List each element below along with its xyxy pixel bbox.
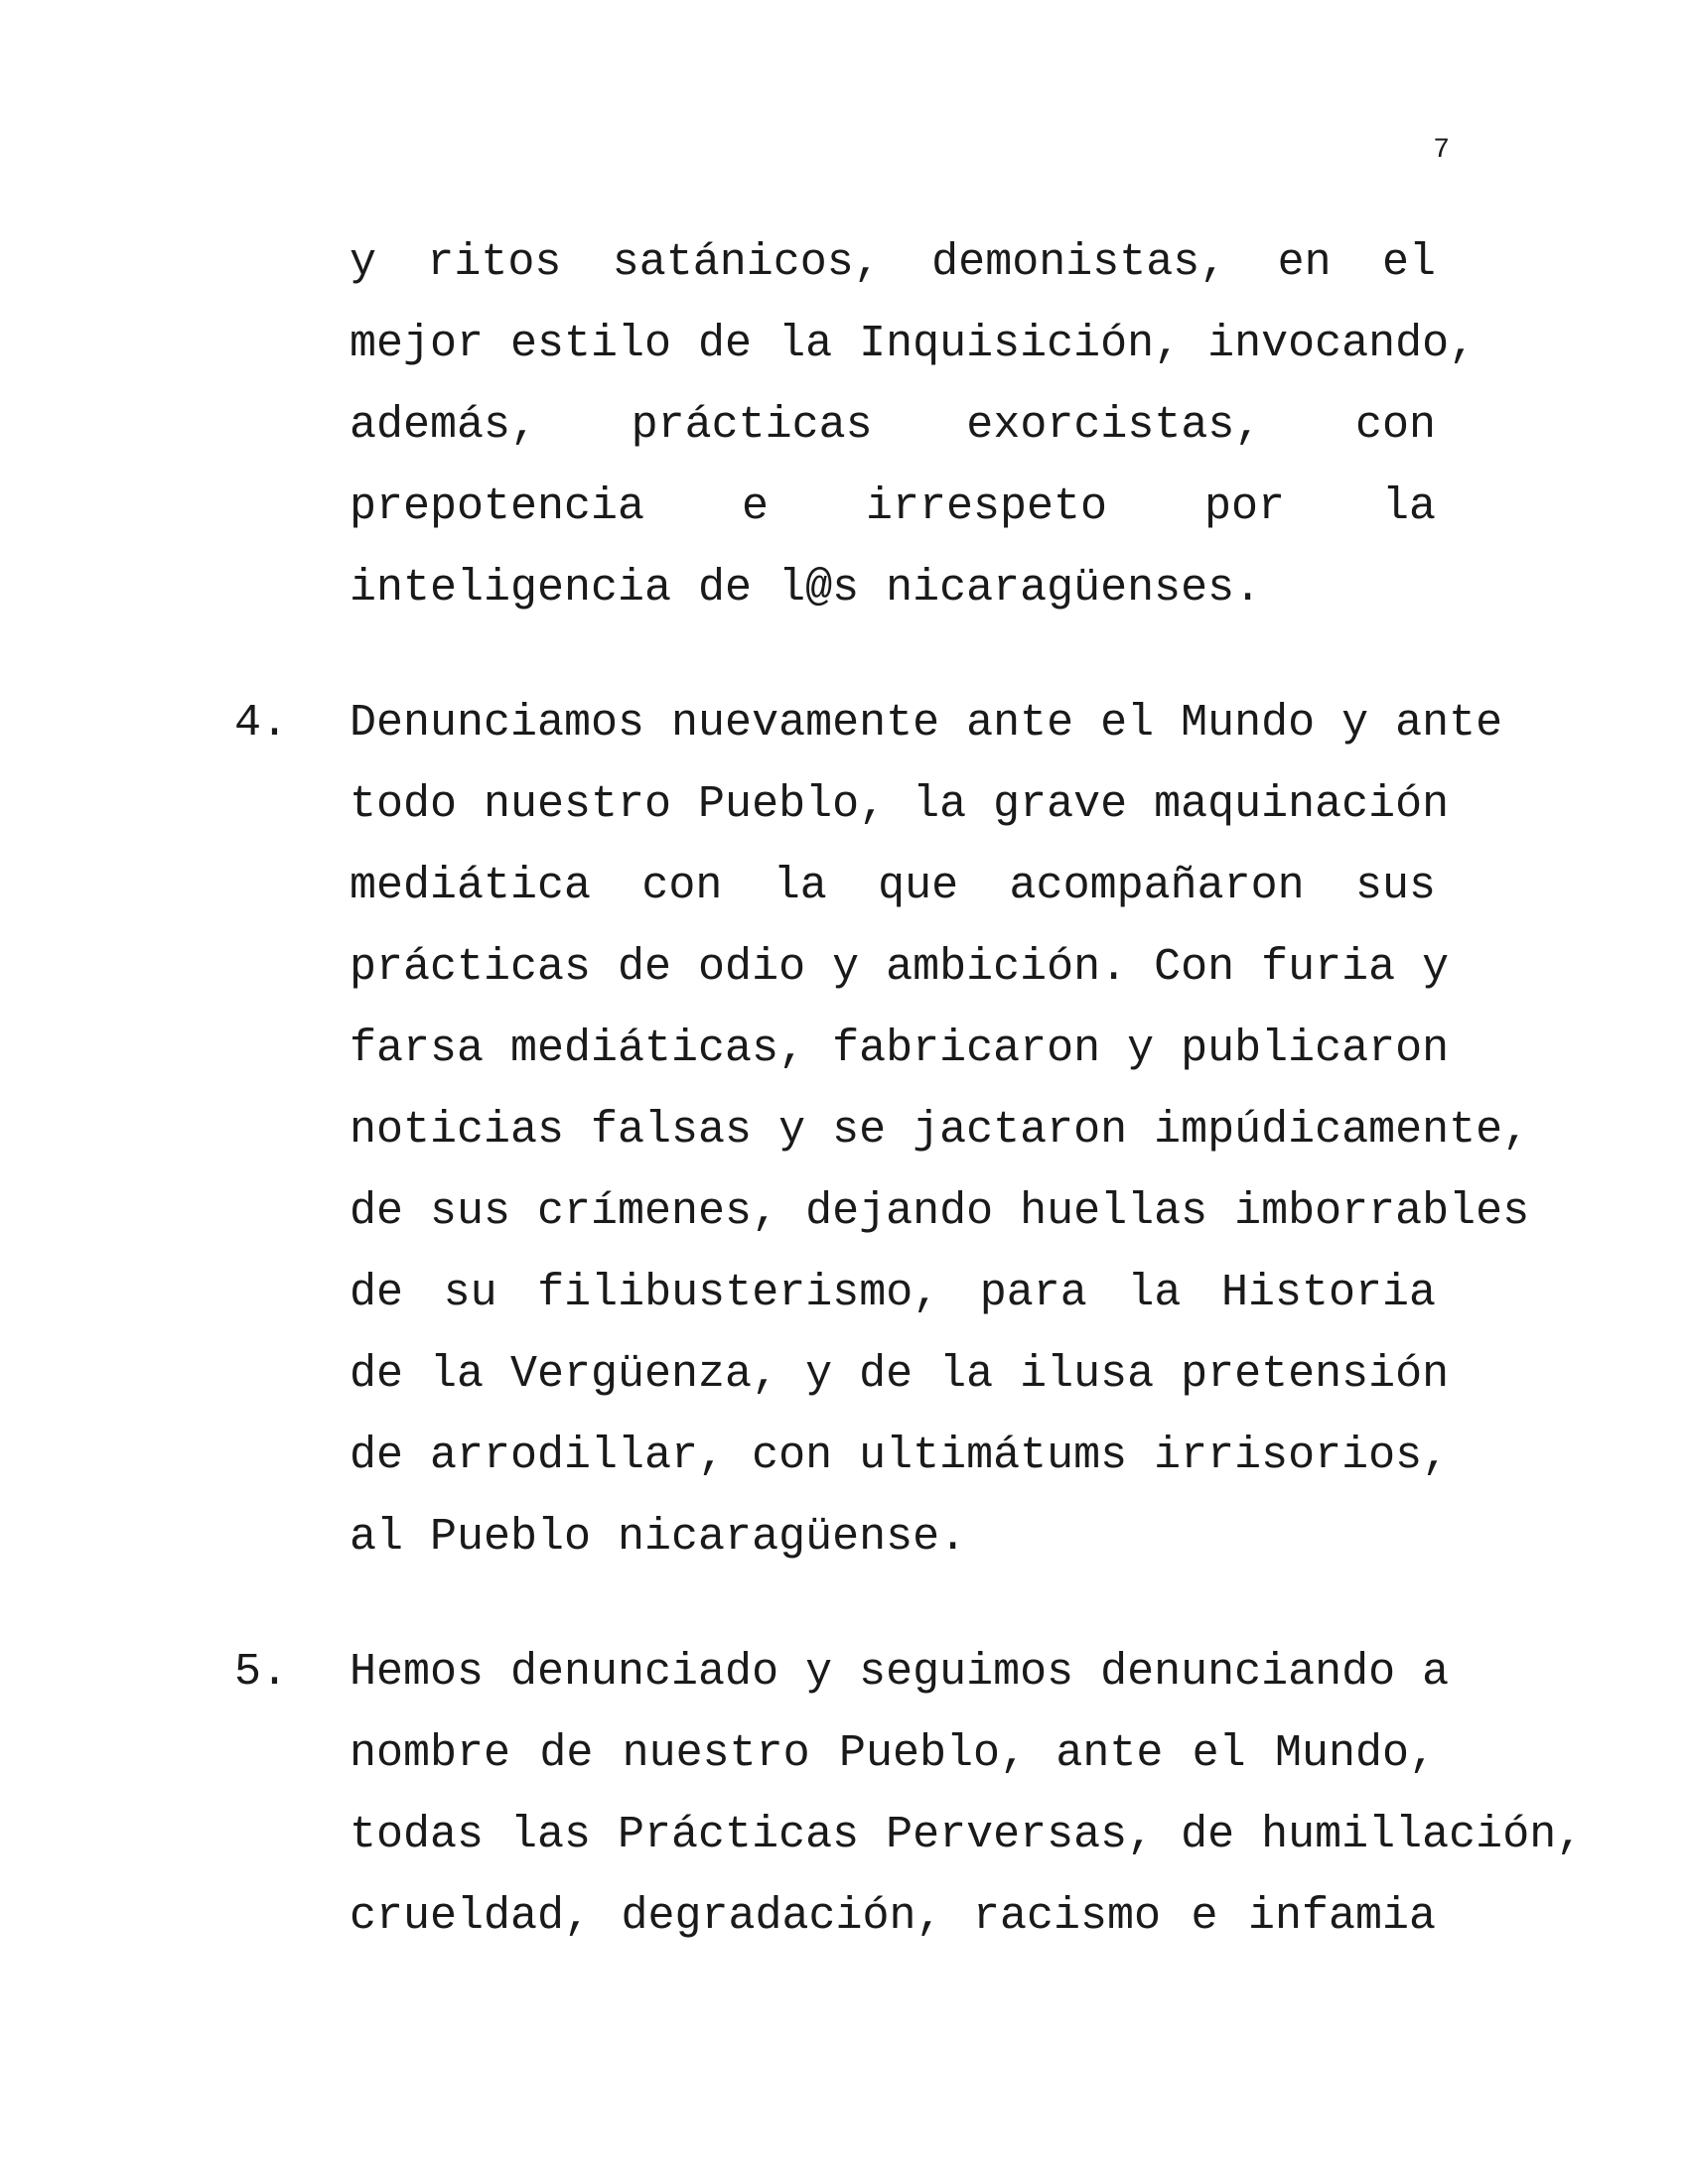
page-number: 7 <box>1433 135 1450 166</box>
paragraph-line: farsa mediáticas, fabricaron y publicaron <box>350 1024 1450 1074</box>
paragraph-line: y ritos satánicos, demonistas, en el <box>350 237 1436 288</box>
paragraph-line: mediática con la que acompañaron sus <box>350 861 1436 911</box>
paragraph-line: inteligencia de l@s nicaragüenses. <box>350 563 1262 614</box>
paragraph-line: de arrodillar, con ultimátums irrisorios, <box>350 1431 1450 1481</box>
paragraph-line: todas las Prácticas Perversas, de humillación, <box>350 1810 1584 1860</box>
paragraph-line: de sus crímenes, dejando huellas imborrables <box>350 1186 1530 1237</box>
paragraph-line: crueldad, degradación, racismo e infamia <box>350 1891 1436 1942</box>
paragraph-line: además, prácticas exorcistas, con <box>350 400 1436 451</box>
item-number: 4. <box>234 698 289 749</box>
paragraph-line: Denunciamos nuevamente ante el Mundo y ante <box>350 698 1503 749</box>
paragraph-line: Hemos denunciado y seguimos denunciando a <box>350 1647 1450 1698</box>
item-number: 5. <box>234 1647 289 1698</box>
paragraph-line: mejor estilo de la Inquisición, invocando, <box>350 319 1477 369</box>
paragraph-line: prácticas de odio y ambición. Con furia y <box>350 942 1450 993</box>
paragraph-line: noticias falsas y se jactaron impúdicamente, <box>350 1105 1530 1156</box>
paragraph-line: todo nuestro Pueblo, la grave maquinación <box>350 779 1450 830</box>
paragraph-line: nombre de nuestro Pueblo, ante el Mundo, <box>350 1728 1436 1779</box>
paragraph-line: al Pueblo nicaragüense. <box>350 1512 967 1563</box>
paragraph-line: de su filibusterismo, para la Historia <box>350 1268 1436 1318</box>
paragraph-line: prepotencia e irrespeto por la <box>350 481 1436 532</box>
paragraph-line: de la Vergüenza, y de la ilusa pretensión <box>350 1349 1450 1400</box>
